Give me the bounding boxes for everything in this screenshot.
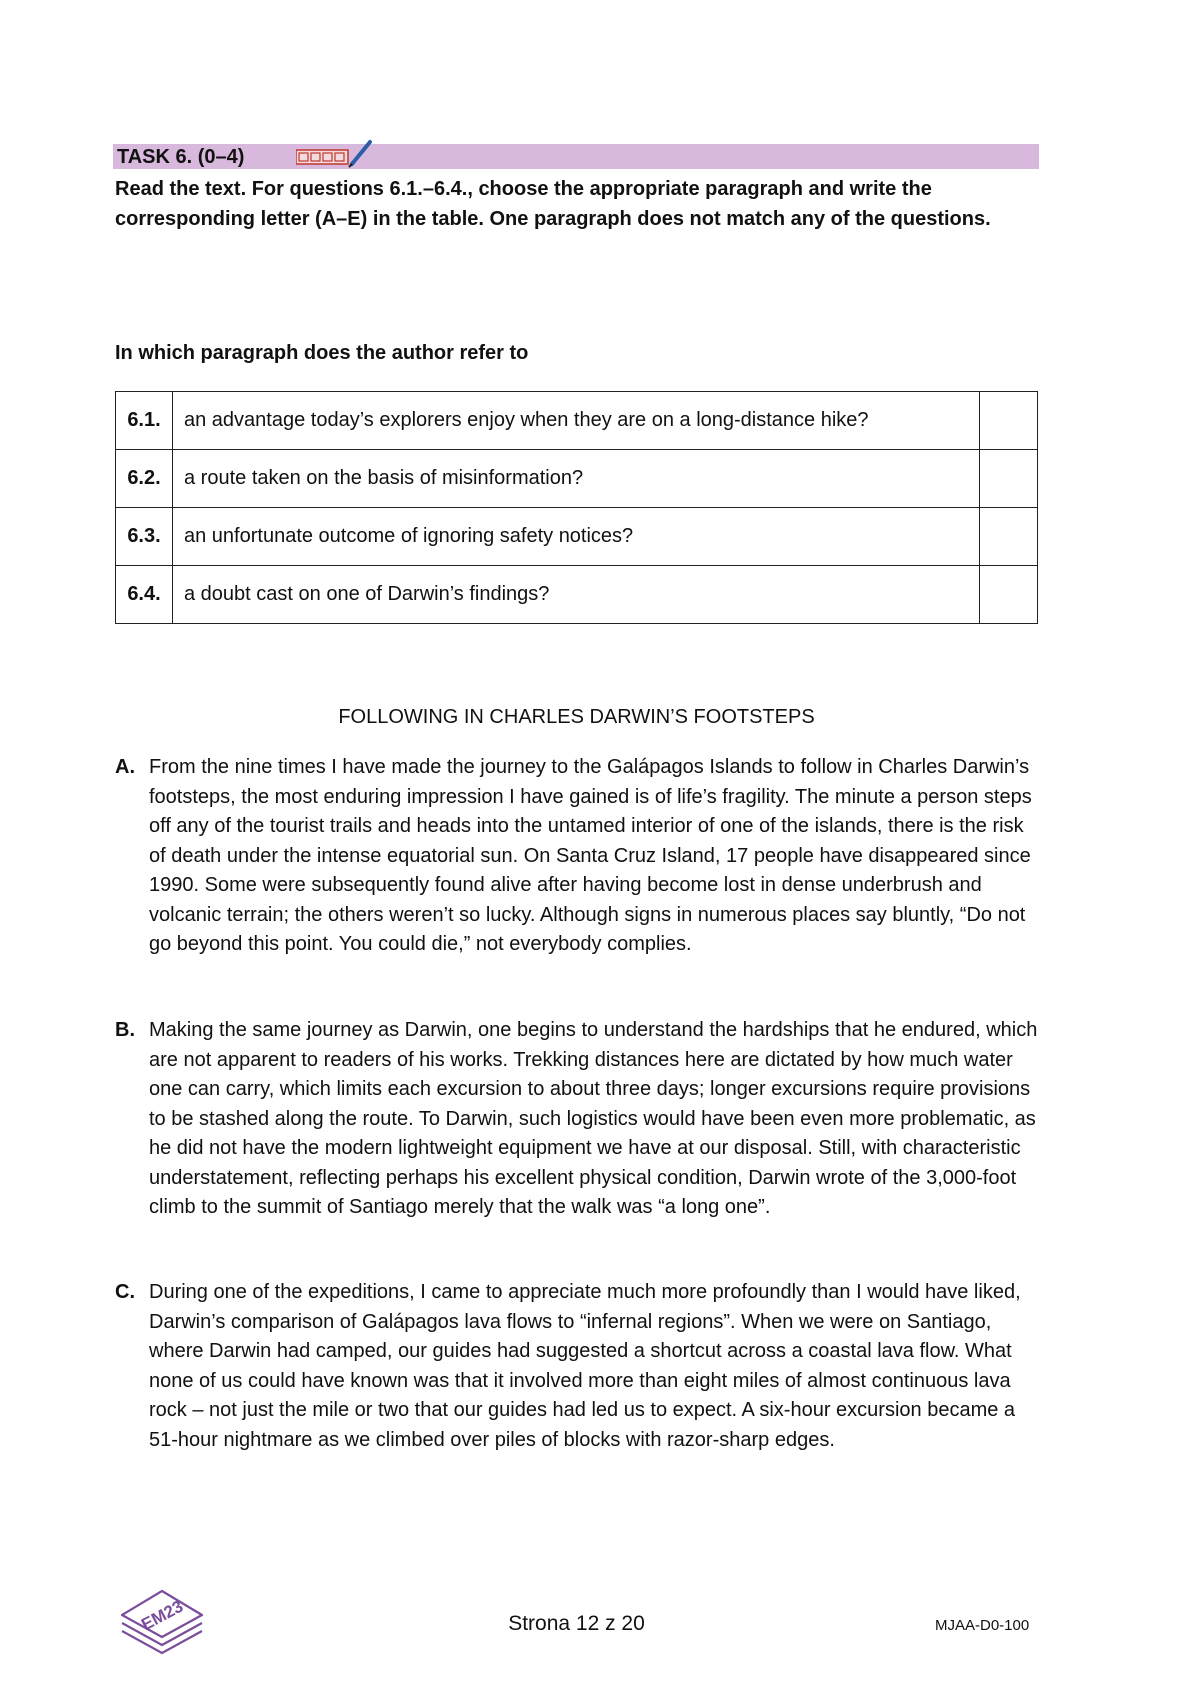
svg-text:EM23: EM23 [138,1596,187,1635]
question-number: 6.1. [116,392,173,450]
task-title: TASK 6. (0–4) [117,146,245,168]
answer-table [115,391,1038,624]
answer-cell[interactable] [980,392,1038,450]
question-heading: In which paragraph does the author refer to [115,342,529,364]
paragraph-a [115,753,1045,960]
question-number: 6.3. [116,508,173,566]
question-number: 6.4. [116,566,173,624]
paragraph-c [115,1278,1045,1455]
paragraph-letter: A. [115,756,135,778]
question-text: a doubt cast on one of Darwin’s findings? [173,566,980,624]
table-row [116,508,1038,566]
task-instructions: Read the text. For questions 6.1.–6.4., choose the appropriate paragraph and write the corresponding letter (A–E) in the table. One paragraph does not match any of the questions. [115,178,991,230]
table-row [116,450,1038,508]
pencil-icon [296,140,376,170]
page-number: Strona 12 z 20 [508,1612,645,1635]
paragraph-b [115,1016,1045,1223]
document-code: MJAA-D0-100 [935,1617,1030,1634]
answer-cell[interactable] [980,450,1038,508]
article-title: FOLLOWING IN CHARLES DARWIN’S FOOTSTEPS [338,706,815,728]
paragraph-text: During one of the expeditions, I came to appreciate much more profoundly than I would have liked, Darwin’s comparison of Galápagos lava flows to “infernal regions”. When we were on Santiago, where Darwin had camped, our guides had suggested a shortcut across a coastal lava flow. What none of us could have known was that it involved more than eight miles of almost continuous lava rock – not just the mile or two that our guides had led us to expect. A six-hour excursion became a 51-hour nightmare as we climbed over piles of blocks with razor-sharp edges. [149,1281,1021,1451]
answer-cell[interactable] [980,566,1038,624]
answer-cell[interactable] [980,508,1038,566]
question-text: a route taken on the basis of misinformation? [173,450,980,508]
paragraph-text: Making the same journey as Darwin, one begins to understand the hardships that he endured, which are not apparent to readers of his works. Trekking distances here are dictated by how much water one can carry, which limits each excursion to about three days; longer excursions require provisions to be stashed along the route. To Darwin, such logistics would have been even more problematic, as he did not have the modern lightweight equipment we have at our disposal. Still, with characteristic understatement, reflecting perhaps his excellent physical condition, Darwin wrote of the 3,000-foot climb to the summit of Santiago merely that the walk was “a long one”. [149,1019,1038,1218]
question-text: an advantage today’s explorers enjoy when they are on a long-distance hike? [173,392,980,450]
paragraph-text: From the nine times I have made the journey to the Galápagos Islands to follow in Charles Darwin’s footsteps, the most enduring impression I have gained is of life’s fragility. The minute a person steps off any of the tourist trails and heads into the untamed interior of one of the islands, there is the risk of death under the intense equatorial sun. On Santa Cruz Island, 17 people have disappeared since 1990. Some were subsequently found alive after having become lost in dense underbrush and volcanic terrain; the others weren’t so lucky. Although signs in numerous places say bluntly, “Do not go beyond this point. You could die,” not everybody complies. [149,756,1032,955]
task-header-bar [113,144,1039,169]
question-text: an unfortunate outcome of ignoring safety notices? [173,508,980,566]
paragraph-letter: B. [115,1019,135,1041]
table-row [116,392,1038,450]
question-number: 6.2. [116,450,173,508]
table-row [116,566,1038,624]
paragraph-letter: C. [115,1281,135,1303]
